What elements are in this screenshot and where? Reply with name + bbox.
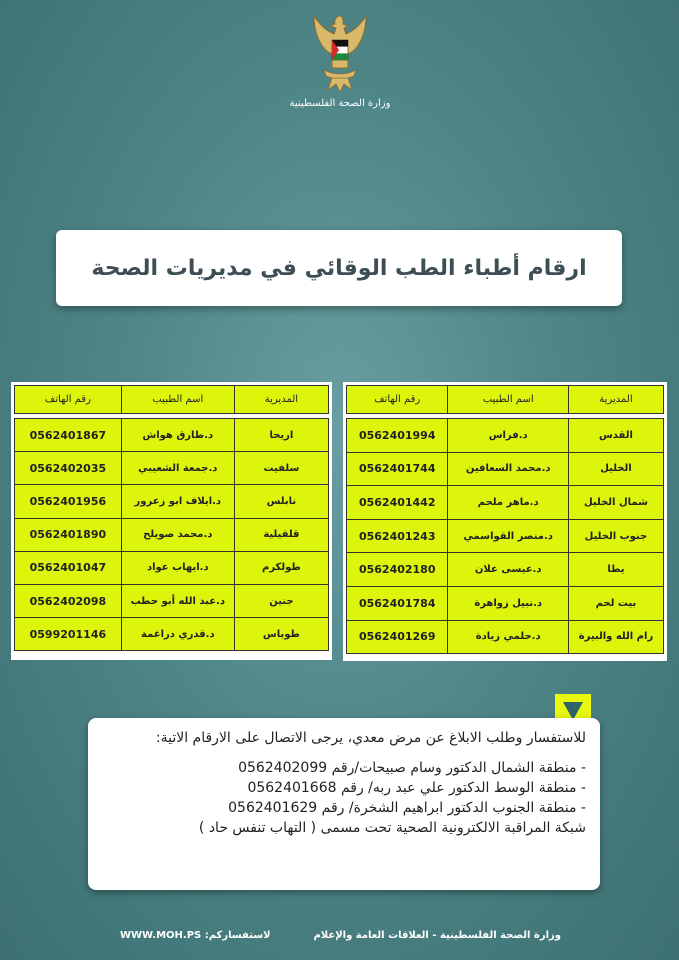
table-row (347, 486, 664, 520)
table-row (15, 584, 329, 617)
footer-website: لاستفساركم: WWW.MOH.PS (120, 930, 271, 941)
doctor-cell: د.حلمي زيادة (448, 620, 568, 654)
doctor-cell: د.عيسى علان (448, 553, 568, 587)
directorate-cell: بيت لحم (568, 586, 663, 620)
table-row (15, 419, 329, 452)
column-header-doctor: اسم الطبيب (448, 386, 568, 414)
notice-line: - منطقة الشمال الدكتور وسام صبيحات/رقم 0562402099 (238, 760, 586, 776)
doctor-cell: د.قدري دراغمة (121, 618, 234, 651)
doctor-cell: د.ايهاب عواد (121, 551, 234, 584)
table-row (15, 452, 329, 485)
table-row (347, 519, 664, 553)
column-header-doctor: اسم الطبيب (121, 386, 234, 414)
table-row (347, 620, 664, 654)
directorate-cell: شمال الخليل (568, 486, 663, 520)
table-row (347, 586, 664, 620)
phone-cell: 0562401994 (347, 419, 448, 453)
directorate-cell: سلفيت (234, 452, 328, 485)
doctor-cell: د.ماهر ملحم (448, 486, 568, 520)
doctor-cell: د.طارق هواش (121, 419, 234, 452)
phone-cell: 0562401744 (347, 452, 448, 486)
phone-cell: 0599201146 (15, 618, 122, 651)
phone-cell: 0562401956 (15, 485, 122, 518)
column-header-phone: رقم الهاتف (15, 386, 122, 414)
doctor-cell: د.نبيل زواهرة (448, 586, 568, 620)
table-row (347, 553, 664, 587)
header (280, 12, 400, 109)
phone-cell: 0562402180 (347, 553, 448, 587)
column-header-phone: رقم الهاتف (347, 386, 448, 414)
table-row (15, 551, 329, 584)
footer-org: وزارة الصحة الفلسطينية - العلاقات العامة والإعلام (313, 930, 561, 941)
phone-cell: 0562402035 (15, 452, 122, 485)
phone-cell: 0562401890 (15, 518, 122, 551)
footer (0, 930, 679, 950)
notice-intro: للاستفسار وطلب الابلاغ عن مرض معدي، يرجى الاتصال على الارقام الاتية: (155, 730, 586, 746)
directorate-cell: الخليل (568, 452, 663, 486)
left-table (14, 385, 329, 651)
phone-cell: 0562401867 (15, 419, 122, 452)
notice-line: - منطقة الوسط الدكتور علي عبد ربه/ رقم 0562401668 (247, 780, 586, 796)
title-box (56, 230, 622, 306)
page-title: ارقام أطباء الطب الوقائي في مديريات الصحة (91, 255, 587, 281)
ministry-name: وزارة الصحة الفلسطينية (289, 98, 391, 109)
notice-line: - منطقة الجنوب الدكتور ابراهيم الشخرة/ رقم 0562401629 (228, 800, 586, 816)
phone-cell: 0562401784 (347, 586, 448, 620)
table-row (347, 419, 664, 453)
eagle-emblem-icon (310, 12, 370, 94)
column-header-directorate: المديرية (234, 386, 328, 414)
table-row (347, 452, 664, 486)
table-row (15, 485, 329, 518)
left-table-panel (11, 382, 332, 660)
phone-cell: 0562401442 (347, 486, 448, 520)
directorate-cell: قلقيلية (234, 518, 328, 551)
right-table-panel (343, 382, 667, 661)
table-header-row (15, 386, 329, 414)
directorate-cell: طولكرم (234, 551, 328, 584)
right-table (346, 385, 664, 654)
notice-lines (102, 758, 586, 838)
directorate-cell: جنين (234, 584, 328, 617)
table-header-row (347, 386, 664, 414)
table-row (15, 518, 329, 551)
doctor-cell: د.عبد الله أبو حطب (121, 584, 234, 617)
doctor-cell: د.محمد السعافين (448, 452, 568, 486)
directorate-cell: نابلس (234, 485, 328, 518)
directorate-cell: رام الله والبيرة (568, 620, 663, 654)
directorate-cell: طوباس (234, 618, 328, 651)
doctor-cell: د.فراس (448, 419, 568, 453)
doctor-cell: د.محمد صويلح (121, 518, 234, 551)
phone-cell: 0562401269 (347, 620, 448, 654)
table-row (15, 618, 329, 651)
column-header-directorate: المديرية (568, 386, 663, 414)
notice-line: شبكة المراقبة الالكترونية الصحية تحت مسمى ( التهاب تنفس حاد ) (198, 820, 586, 836)
phone-cell: 0562402098 (15, 584, 122, 617)
phone-cell: 0562401243 (347, 519, 448, 553)
doctor-cell: د.جمعة الشعيبي (121, 452, 234, 485)
directorate-cell: اريحا (234, 419, 328, 452)
directorate-cell: يطا (568, 553, 663, 587)
directorate-cell: القدس (568, 419, 663, 453)
notice-box (88, 718, 600, 890)
doctor-cell: د.ايلاف ابو زعرور (121, 485, 234, 518)
doctor-cell: د.منصر القواسمي (448, 519, 568, 553)
directorate-cell: جنوب الخليل (568, 519, 663, 553)
phone-cell: 0562401047 (15, 551, 122, 584)
